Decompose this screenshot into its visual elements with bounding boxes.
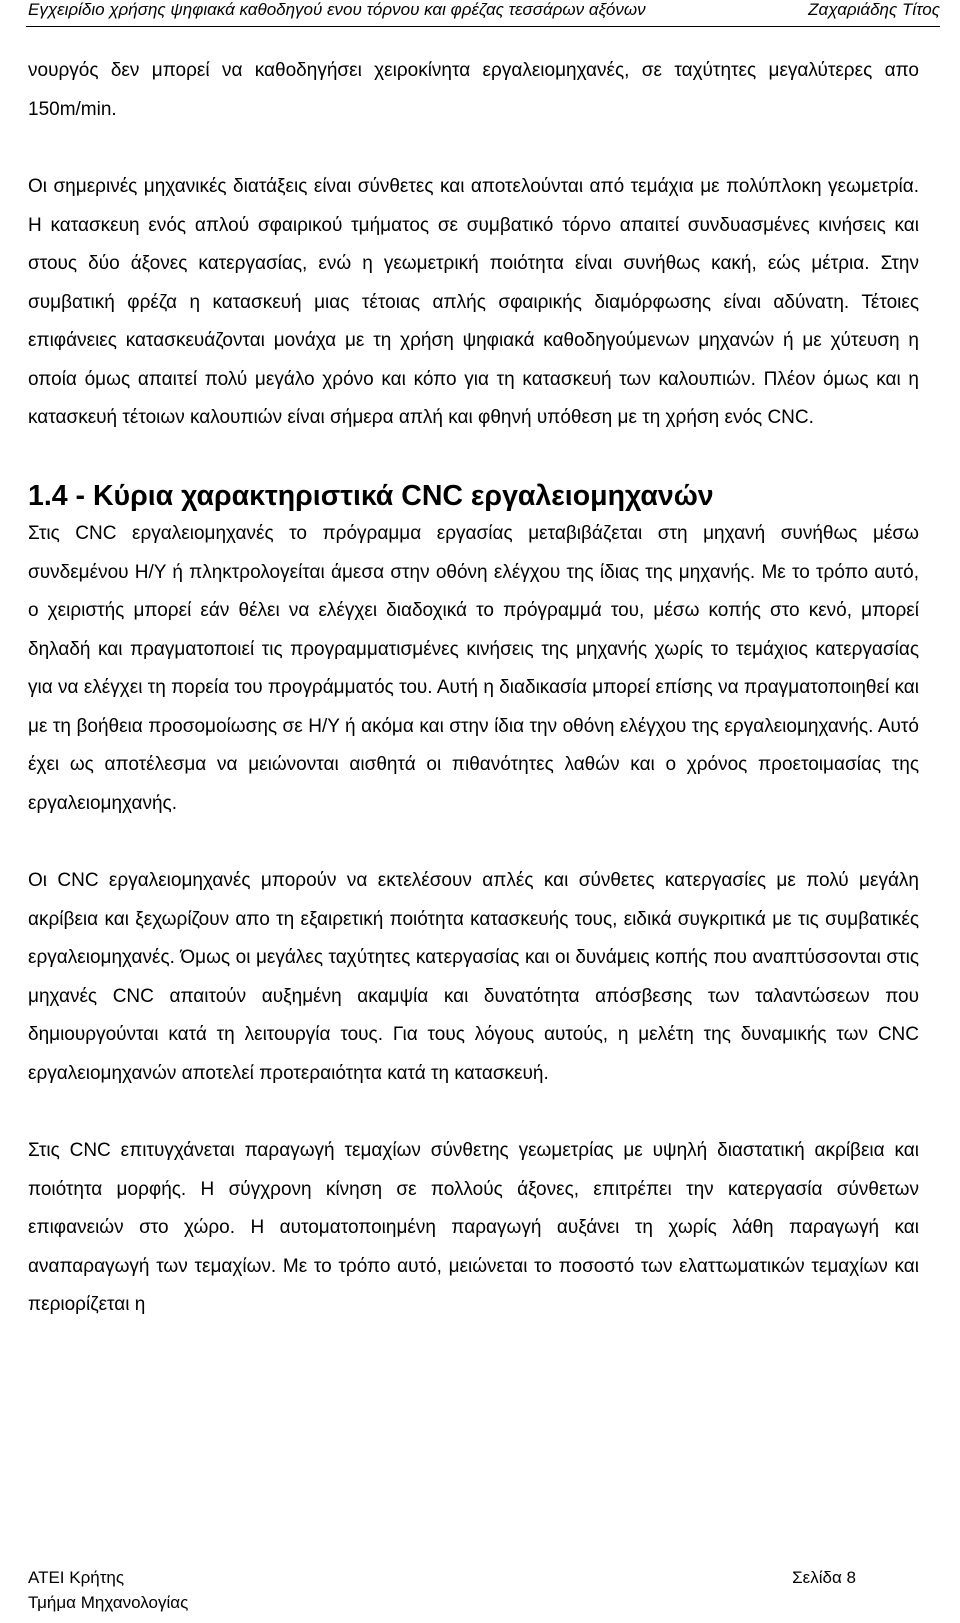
page-footer xyxy=(28,1565,856,1615)
header-author: Ζαχαριάδης Τίτος xyxy=(808,0,940,19)
paragraph: Οι CNC εργαλειομηχανές μπορούν να εκτελέσουν απλές και σύνθετες κατεργασίες με πολύ μεγάλη ακρίβεια και ξεχωρίζουν απο τη εξαιρετική ποιότητα κατασκευής τους, ειδικά συγκριτικά με τις συμβατικές εργαλειομηχανές. Όμως οι μεγάλες ταχύτητες κατεργασίας και οι δυνάμεις κοπής που αναπτύσσονται στις μηχανές CNC απαιτούν αυξημένη ακαμψία και δυνατότητα απόσβεσης των ταλαντώσεων που δημιουργούνται κατά τη λειτουργία τους. Για τους λόγους αυτούς, η μελέτη της δυναμικής των CNC εργαλειομηχανών αποτελεί προτεραιότητα κατά τη κατασκευή. xyxy=(28,870,919,1084)
paragraph: Στις CNC επιτυγχάνεται παραγωγή τεμαχίων σύνθετης γεωμετρίας με υψηλή διαστατική ακρίβεια και ποιότητα μορφής. Η σύγχρονη κίνηση σε πολλούς άξονες, επιτρέπει την κατεργασία σύνθετων επιφανειών στο χώρο. Η αυτοματοποιημένη παραγωγή αυξάνει τη χωρίς λάθη παραγωγή και αναπαραγωγή των τεμαχίων. Με το τρόπο αυτό, μειώνεται το ποσοστό των ελαττωματικών τεμαχίων και περιορίζεται η xyxy=(28,1140,919,1315)
paragraph: Στις CNC εργαλειομηχανές το πρόγραμμα εργασίας μεταβιβάζεται στη μηχανή συνήθως μέσω συνδεμένου Η/Υ ή πληκτρολογείται άμεσα στην οθόνη ελέγχου της ίδιας της μηχανής. Με το τρόπο αυτό, ο χειριστής μπορεί εάν θέλει να ελέγχει διαδοχικά το πρόγραμμά του, μέσω κοπής στο κενό, μπορεί δηλαδή και πραγματοποιεί τις προγραμματισμένες κινήσεις της μηχανής χωρίς το τεμάχιος κατεργασίας για να ελέγχει τη πορεία του προγράμματός του. Αυτή η διαδικασία μπορεί επίσης να πραγματοποιηθεί και με τη βοήθεια προσομοίωσης σε Η/Υ ή ακόμα και στην ίδια την οθόνη ελέγχου της εργαλειομηχανής. Αυτό έχει ως αποτέλεσμα να μειώνονται αισθητά οι πιθανότητες λαθών και ο χρόνος προετοιμασίας της εργαλειομηχανής. xyxy=(28,523,919,814)
page-number: Σελίδα 8 xyxy=(792,1568,856,1587)
section-heading: 1.4 - Κύρια χαρακτηριστικά CNC εργαλειομηχανών xyxy=(28,479,714,512)
page-body xyxy=(28,52,919,1325)
footer-institution: ΑΤΕΙ Κρήτης xyxy=(28,1568,125,1587)
footer-department: Τμήμα Μηχανολογίας xyxy=(28,1593,189,1612)
running-header xyxy=(28,0,940,22)
header-document-title: Εγχειρίδιο χρήσης ψηφιακά καθοδηγού ενου τόρνου και φρέζας τεσσάρων αξόνων xyxy=(28,0,646,19)
paragraph: Οι σημερινές μηχανικές διατάξεις είναι σύνθετες και αποτελούνται από τεμάχια με πολύπλοκη γεωμετρία. Η κατασκευη ενός απλού σφαιρικού τμήματος σε συμβατικό τόρνο απαιτεί συνδυασμένες κινήσεις και στους δύο άξονες κατεργασίας, ενώ η γεωμετρική ποιότητα είναι συνήθως κακή, εώς μέτρια. Στην συμβατική φρέζα η κατασκευή μιας τέτοιας απλής σφαιρικής διαμόρφωσης είναι αδύνατη. Τέτοιες επιφάνειες κατασκευάζονται μονάχα με τη χρήση ψηφιακά καθοδηγούμενων μηχανών ή με χύτευση η οποία όμως απαιτεί πολύ μεγάλο χρόνο και κόπο για τη κατασκευή των καλουπιών. Πλέον όμως και η κατασκευή τέτοιων καλουπιών είναι σήμερα απλή και φθηνή υπόθεση με τη χρήση ενός CNC. xyxy=(28,176,919,428)
paragraph: νουργός δεν μπορεί να καθοδηγήσει χειροκίνητα εργαλειομηχανές, σε ταχύτητες μεγαλύτερες απο 150m/min. xyxy=(28,60,919,120)
header-divider xyxy=(26,26,940,27)
